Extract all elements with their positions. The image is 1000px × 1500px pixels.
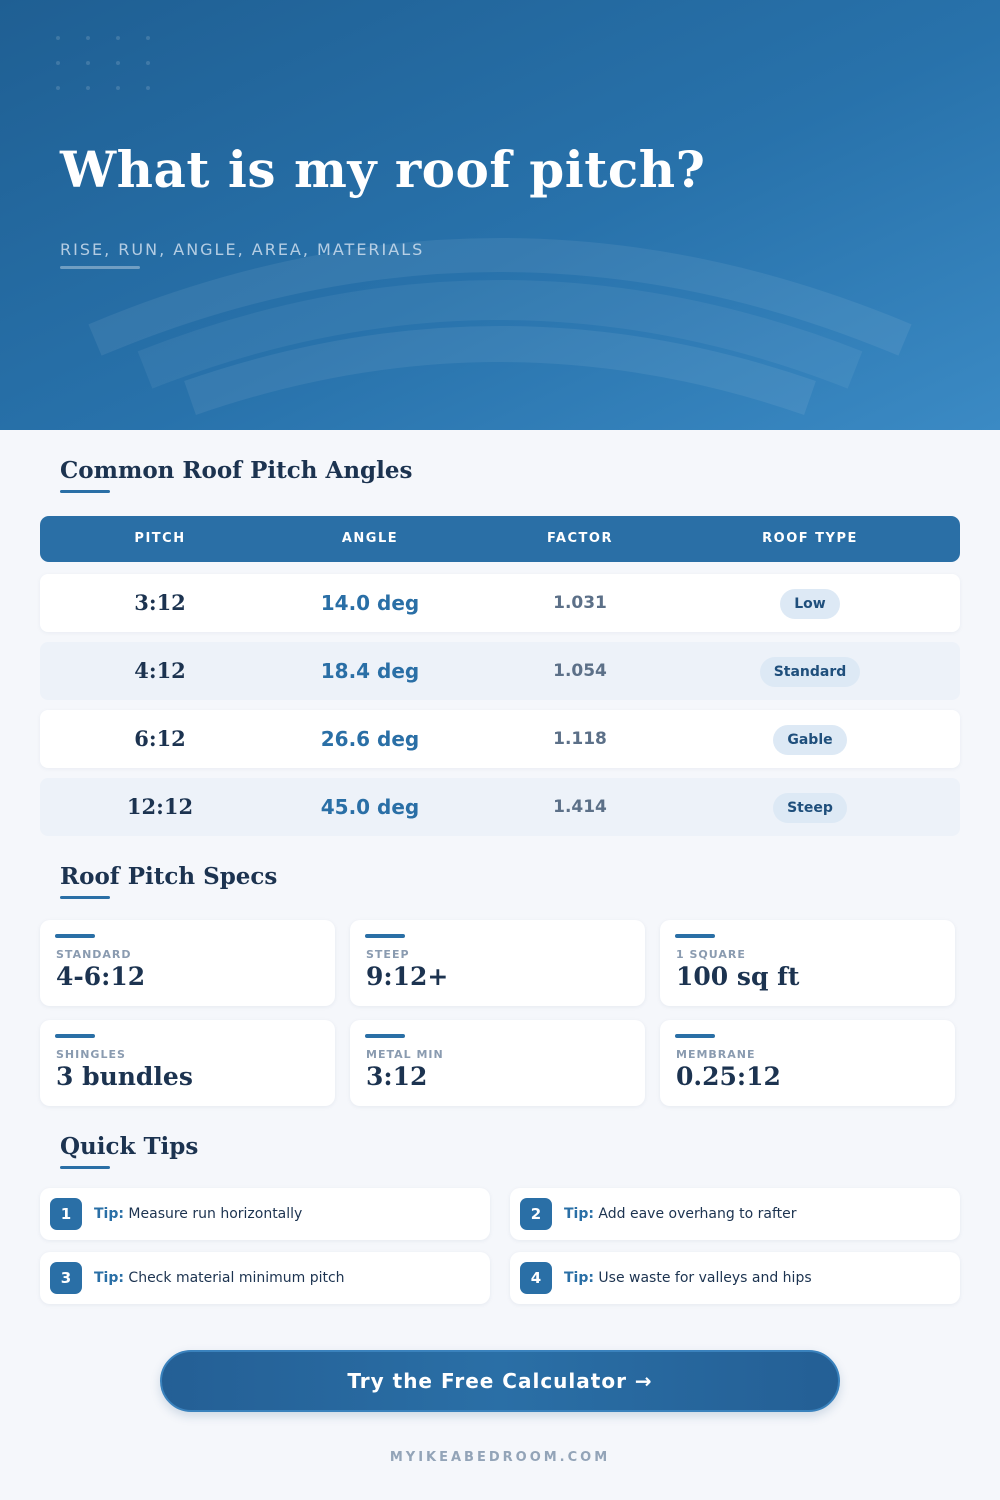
factor-cell: 1.118 [553,729,607,749]
tip-card [40,1252,490,1304]
spec-value: 100 sq ft [676,962,800,991]
tip-number-badge: 1 [50,1198,82,1230]
tip-card [510,1252,960,1304]
spec-accent-bar [55,934,95,938]
pitch-cell: 4:12 [134,658,186,683]
angle-cell: 14.0 deg [320,591,420,615]
roof-type-badge: Low [780,589,839,619]
tip-body: Check material minimum pitch [128,1270,345,1286]
tip-prefix: Tip: [94,1206,124,1222]
spec-accent-bar [675,934,715,938]
table-row [40,710,960,768]
column-header-factor: FACTOR [547,531,613,546]
decorative-roof-arcs [0,0,1000,430]
column-header-angle: ANGLE [341,531,399,546]
spec-label: STEEP [366,948,410,961]
angle-cell: 45.0 deg [320,795,420,819]
pitch-cell: 6:12 [134,726,186,751]
roof-type-badge: Steep [773,793,847,823]
spec-label: METAL MIN [366,1048,444,1061]
spec-card [40,920,335,1006]
spec-card [350,920,645,1006]
column-header-pitch: PITCH [134,531,186,546]
tip-text [94,1252,345,1304]
pitch-cell: 3:12 [134,590,186,615]
tip-prefix: Tip: [564,1206,594,1222]
specs-heading: Roof Pitch Specs [60,863,278,890]
tip-card [40,1188,490,1240]
tip-text [564,1252,812,1304]
spec-label: SHINGLES [56,1048,126,1061]
table-header [40,516,960,562]
spec-card [350,1020,645,1106]
spec-value: 3:12 [366,1062,428,1091]
subtitle-underline [60,266,140,269]
table-row [40,574,960,632]
tip-number-badge: 2 [520,1198,552,1230]
pitch-table-heading: Common Roof Pitch Angles [60,457,413,484]
table-row [40,642,960,700]
spec-card [660,920,955,1006]
spec-value: 0.25:12 [676,1062,781,1091]
tip-prefix: Tip: [564,1270,594,1286]
pitch-cell: 12:12 [126,794,194,819]
hero-banner [0,0,1000,430]
spec-accent-bar [365,1034,405,1038]
spec-accent-bar [365,934,405,938]
section-underline [60,490,110,493]
spec-accent-bar [675,1034,715,1038]
spec-value: 4-6:12 [56,962,146,991]
spec-card [660,1020,955,1106]
tip-number-badge: 3 [50,1262,82,1294]
spec-label: MEMBRANE [676,1048,756,1061]
factor-cell: 1.414 [553,797,607,817]
free-calculator-button[interactable]: Try the Free Calculator → [160,1350,840,1412]
roof-type-cell [690,574,930,632]
footer-site-name: MYIKEABEDROOM.COM [389,1450,611,1465]
factor-cell: 1.054 [553,661,607,681]
tip-body: Add eave overhang to rafter [598,1206,797,1222]
spec-label: STANDARD [56,948,132,961]
factor-cell: 1.031 [553,593,607,613]
page-subtitle: RISE, RUN, ANGLE, AREA, MATERIALS [60,240,425,259]
tips-heading: Quick Tips [60,1133,199,1160]
tip-body: Measure run horizontally [128,1206,303,1222]
table-row [40,778,960,836]
section-underline [60,1166,110,1169]
roof-type-cell [690,642,930,700]
tip-text [564,1188,797,1240]
spec-accent-bar [55,1034,95,1038]
angle-cell: 26.6 deg [320,727,420,751]
tip-body: Use waste for valleys and hips [598,1270,812,1286]
spec-card [40,1020,335,1106]
tip-card [510,1188,960,1240]
spec-label: 1 SQUARE [676,948,746,961]
tip-number-badge: 4 [520,1262,552,1294]
page-title: What is my roof pitch? [60,140,706,199]
roof-type-badge: Standard [760,657,861,687]
roof-type-cell [690,778,930,836]
spec-value: 9:12+ [366,962,449,991]
tip-prefix: Tip: [94,1270,124,1286]
angle-cell: 18.4 deg [320,659,420,683]
section-underline [60,896,110,899]
column-header-roof-type: ROOF TYPE [762,531,858,546]
tip-text [94,1188,302,1240]
spec-value: 3 bundles [56,1062,193,1091]
roof-type-cell [690,710,930,768]
roof-type-badge: Gable [773,725,846,755]
